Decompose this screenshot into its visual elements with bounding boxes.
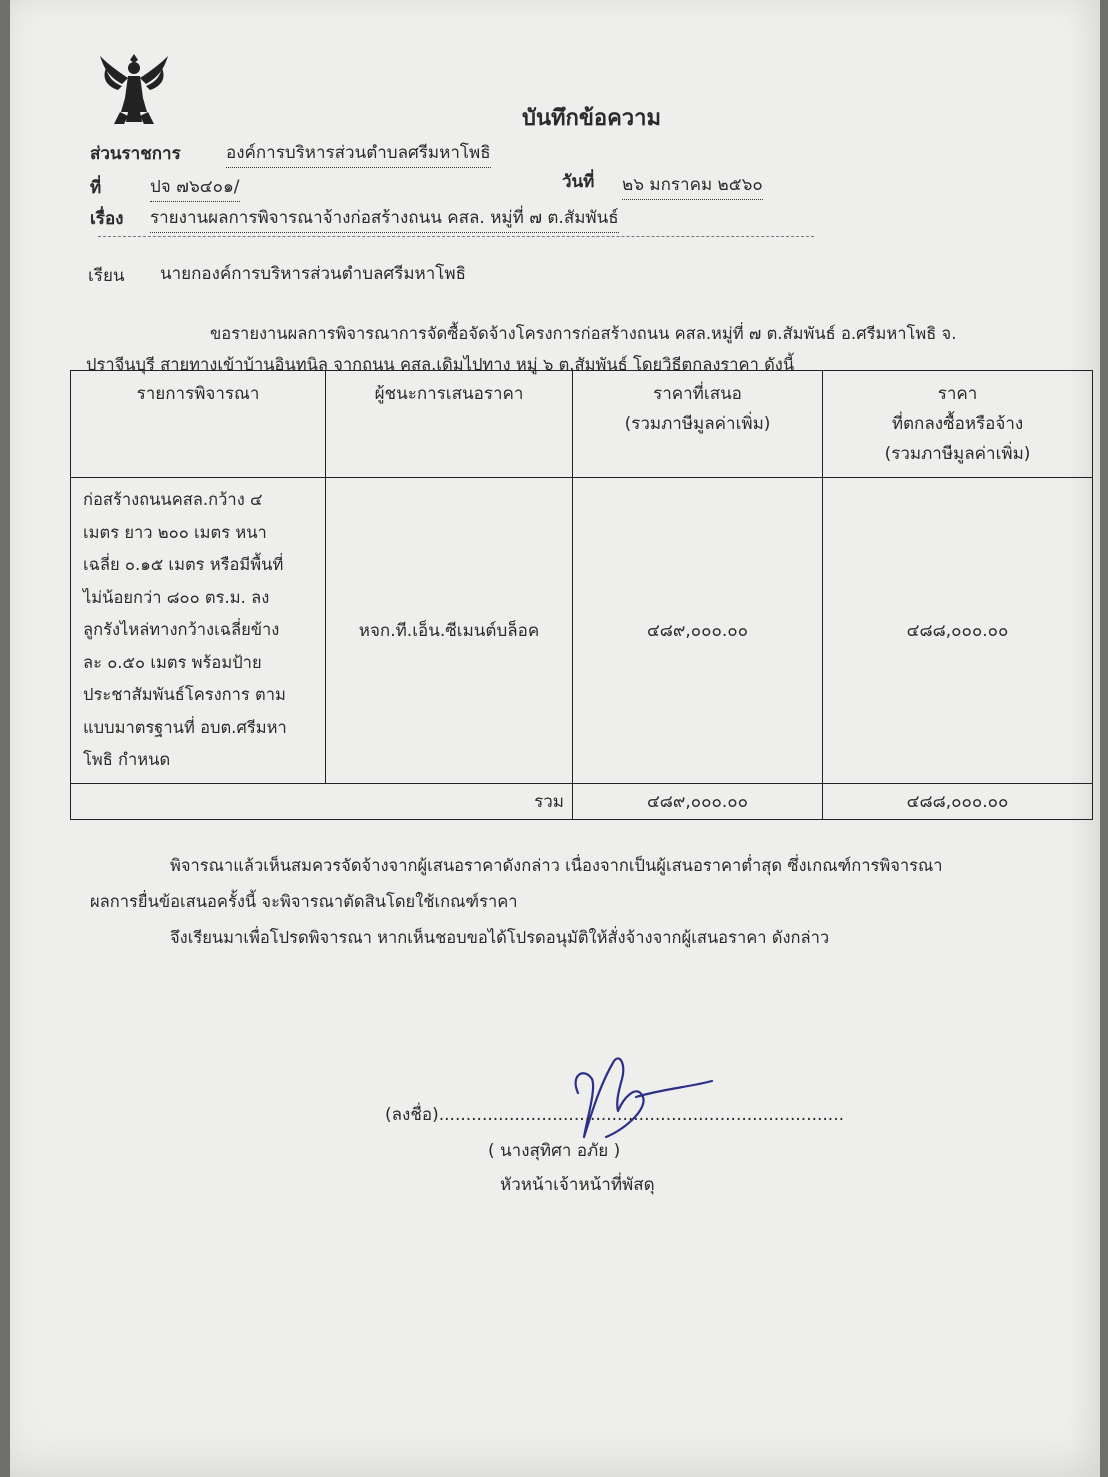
body-para-1-line-2: ผลการยื่นข้อเสนอครั้งนี้ จะพิจารณาตัดสินโดยใช้เกณฑ์ราคา [90, 892, 518, 911]
total-agreed: ๔๘๘,๐๐๐.๐๐ [823, 783, 1093, 819]
to-value: นายกองค์การบริหารส่วนตำบลศรีมหาโพธิ [160, 264, 467, 284]
intro-line-1: ขอรายงานผลการพิจารณาการจัดซื้อจัดจ้างโครงการก่อสร้างถนน คสล.หมู่ที่ ๗ ต.สัมพันธ์ อ.ศรีมหาโพธิ จ. [210, 324, 957, 343]
date-label: วันที่ [562, 172, 595, 192]
reference-value: ปจ ๗๖๔๐๑/ [150, 173, 240, 202]
department-value: องค์การบริหารส่วนตำบลศรีมหาโพธิ [226, 139, 491, 168]
header-winner: ผู้ชนะการเสนอราคา [326, 371, 573, 478]
total-label: รวม [71, 783, 573, 819]
header-item: รายการพิจารณา [71, 371, 326, 478]
body-para-2: จึงเรียนมาเพื่อโปรดพิจารณา หากเห็นชอบขอได้โปรดอนุมัติให้สั่งจ้างจากผู้เสนอราคา ดังกล่าว [170, 928, 830, 947]
body-para-1-line-1: พิจารณาแล้วเห็นสมควรจัดจ้างจากผู้เสนอราคาดังกล่าว เนื่องจากเป็นผู้เสนอราคาต่ำสุด ซึ่งเกณฑ์การพิจารณา [170, 856, 943, 875]
item-description: ก่อสร้างถนนคสล.กว้าง ๔ เมตร ยาว ๒๐๐ เมตร หนา เฉลี่ย ๐.๑๕ เมตร หรือมีพื้นที่ ไม่น้อยกว่า ๘๐๐ ตร.ม. ลง ลูกรังไหล่ทางกว้างเฉลี่ยข้าง ละ ๐.๕๐ เมตร พร้อมป้าย ประชาสัมพันธ์โครงการ ตาม แบบมาตรฐานที่ อบต.ศรีมหา โพธิ กำหนด [71, 478, 326, 784]
header-agreed-price: ราคา ที่ตกลงซื้อหรือจ้าง (รวมภาษีมูลค่าเพิ่ม) [823, 371, 1093, 478]
header-divider [98, 236, 814, 237]
table-header-row [71, 371, 1093, 478]
results-table [70, 370, 1093, 820]
garuda-emblem-icon [98, 50, 170, 126]
memo-title: บันทึกข้อความ [522, 106, 662, 131]
total-row [71, 783, 1093, 819]
intro-line-2: ปราจีนบุรี สายทางเข้าบ้านอินทนิล จากถนน คสล.เดิมไปทาง หมู่ ๖ ต.สัมพันธ์ โดยวิธีตกลงราคา ดังนี้ [86, 355, 795, 374]
agreed-price: ๔๘๘,๐๐๐.๐๐ [823, 478, 1093, 784]
total-offer: ๔๘๙,๐๐๐.๐๐ [573, 783, 823, 819]
table-row [71, 478, 1093, 784]
header-offer-price: ราคาที่เสนอ (รวมภาษีมูลค่าเพิ่ม) [573, 371, 823, 478]
signer-position: หัวหน้าเจ้าหน้าที่พัสดุ [500, 1175, 655, 1195]
signature-line: (ลงชื่อ)........................................................................... [385, 1105, 845, 1125]
date-value: ๒๖ มกราคม ๒๕๖๐ [622, 171, 763, 200]
reference-label: ที่ [90, 178, 102, 198]
department-label: ส่วนราชการ [90, 144, 181, 164]
subject-label: เรื่อง [90, 209, 124, 229]
signer-name: ( นางสุทิศา อภัย ) [488, 1141, 621, 1161]
subject-value: รายงานผลการพิจารณาจ้างก่อสร้างถนน คสล. หมู่ที่ ๗ ต.สัมพันธ์ [150, 204, 619, 233]
winner-name: หจก.ที.เอ็น.ซีเมนต์บล็อค [326, 478, 573, 784]
to-label: เรียน [88, 266, 125, 286]
memo-paper [10, 0, 1100, 1477]
offer-price: ๔๘๙,๐๐๐.๐๐ [573, 478, 823, 784]
